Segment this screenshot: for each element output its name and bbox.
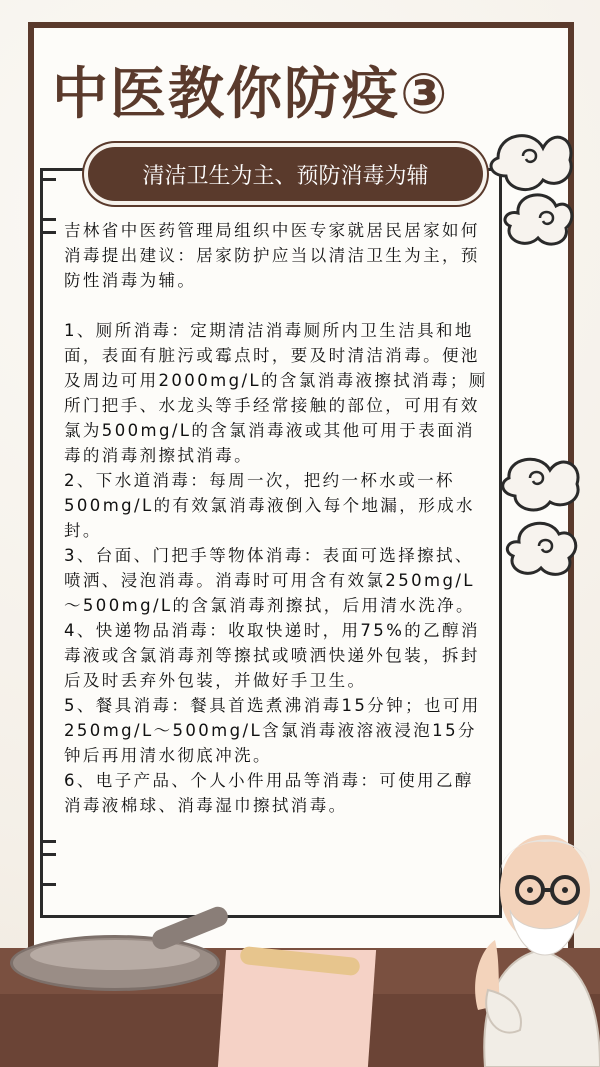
list-item: 1、厕所消毒：定期清洁消毒厕所内卫生洁具和地面，表面有脏污或霉点时，要及时清洁消毒。便池及周边可用2000mg/L的含氯消毒液擦拭消毒；厕所门把手、水龙头等手经常接触的部位，可用有效氯为500mg/L的含氯消毒液或其他可用于表面消毒的消毒剂擦拭消毒。 (64, 321, 488, 465)
cloud-ornament-icon (478, 118, 578, 268)
frame-corner-ornament (40, 178, 56, 194)
list-item: 6、电子产品、个人小件用品等消毒：可使用乙醇消毒液棉球、消毒湿巾擦拭消毒。 (64, 771, 474, 815)
list-item: 2、下水道消毒：每周一次，把约一杯水或一杯500mg/L的有效氯消毒液倒入每个地漏，形成水封。 (64, 471, 475, 540)
list-item: 5、餐具消毒：餐具首选煮沸消毒15分钟；也可用250mg/L～500mg/L含氯消毒液溶液浸泡15分钟后再用清水彻底冲洗。 (64, 696, 481, 765)
frame-corner-ornament (40, 218, 56, 234)
old-doctor-illustration-icon (470, 820, 600, 1067)
subtitle-banner: 清洁卫生为主、预防消毒为辅 (88, 147, 483, 201)
article-body (64, 218, 492, 818)
page-title: 中医教你防疫③ (52, 62, 450, 127)
list-item: 4、快递物品消毒：收取快递时，用75%的乙醇消毒液或含氯消毒剂等擦拭或喷洒快递外包装，拆封后及时丢弃外包装，并做好手卫生。 (64, 621, 480, 690)
intro-paragraph: 吉林省中医药管理局组织中医专家就居民居家如何消毒提出建议：居家防护应当以清洁卫生为主，预防性消毒为辅。 (64, 221, 480, 290)
cloud-ornament-icon (495, 450, 585, 600)
frame-corner-ornament (40, 870, 56, 886)
list-item: 3、台面、门把手等物体消毒：表面可选择擦拭、喷洒、浸泡消毒。消毒时可用含有效氯250mg/L～500mg/L的含氯消毒剂擦拭，后用清水洗净。 (64, 546, 475, 615)
frame-corner-ornament (40, 840, 56, 856)
